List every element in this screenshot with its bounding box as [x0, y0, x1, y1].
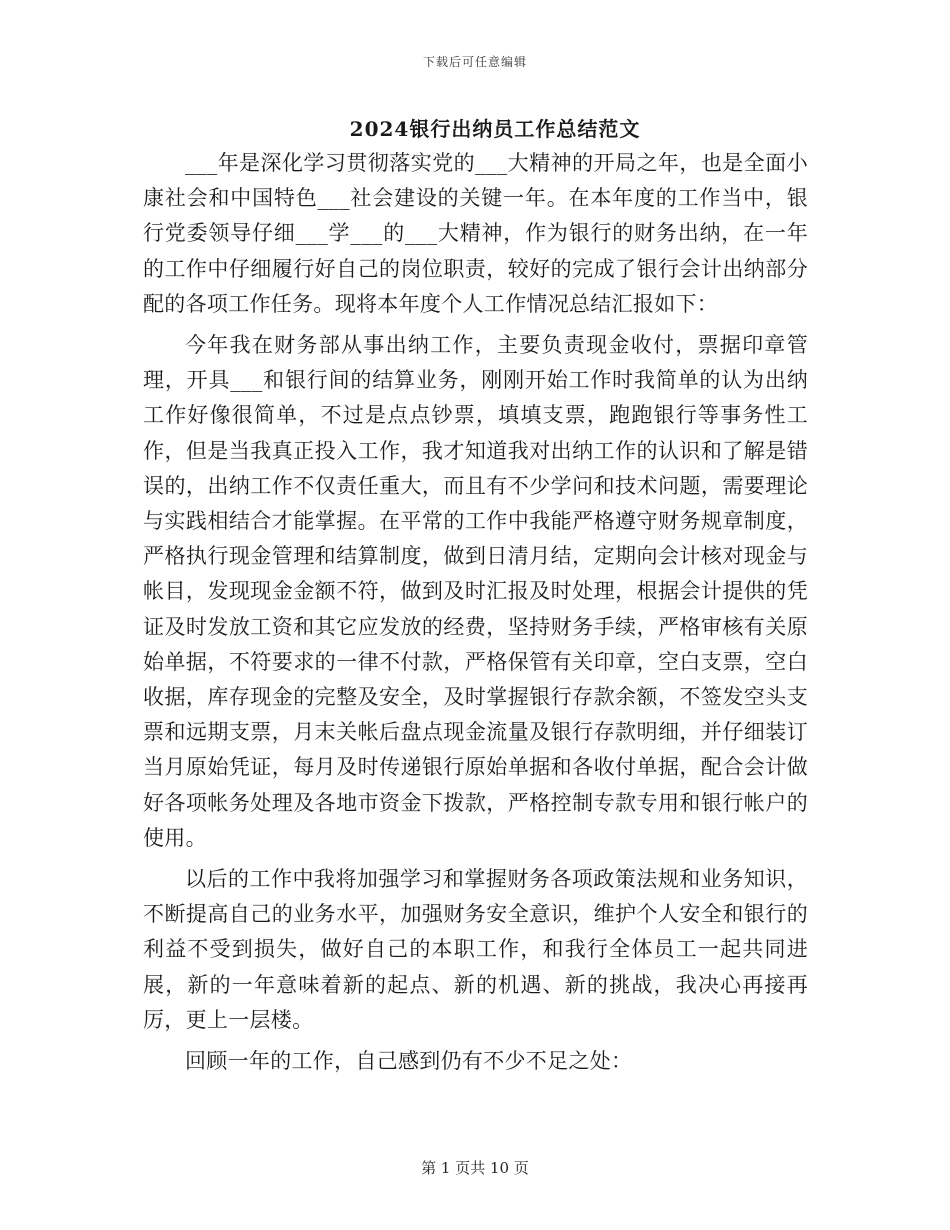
paragraph: 今年我在财务部从事出纳工作，主要负责现金收付，票据印章管理，开具___和银行间的结算业务，刚刚开始工作时我简单的认为出纳工作好像很简单，不过是点点钞票，填填支票，跑跑银行等事务性工作，但是当我真正投入工作，我才知道我对出纳工作的认识和了解是错误的，出纳工作不仅责任重大，而且有不少学问和技术问题，需要理论与实践相结合才能掌握。在平常的工作中我能严格遵守财务规章制度，严格执行现金管理和结算制度，做到日清月结，定期向会计核对现金与帐目，发现现金金额不符，做到及时汇报及时处理，根据会计提供的凭证及时发放工资和其它应发放的经费，坚持财务手续，严格审核有关原始单据，不符要求的一律不付款，严格保管有关印章，空白支票，空白收据，库存现金的完整及安全，及时掌握银行存款余额，不签发空头支票和远期支票，月末关帐后盘点现金流量及银行存款明细，并仔细装订当月原始凭证，每月及时传递银行原始单据和各收付单据，配合会计做好各项帐务处理及各地市资金下拨款，严格控制专款专用和银行帐户的使用。 — [143, 333, 808, 850]
header-note: 下载后可任意编辑 — [422, 55, 527, 69]
document-title: 2024银行出纳员工作总结范文 — [349, 117, 641, 141]
paragraph: ___年是深化学习贯彻落实党的___大精神的开局之年，也是全面小康社会和中国特色___社会建设的关键一年。在本年度的工作当中，银行党委领导仔细___学___的___大精神，作为银行的财务出纳，在一年的工作中仔细履行好自己的岗位职责，较好的完成了银行会计出纳部分配的各项工作任务。现将本年度个人工作情况总结汇报如下： — [143, 151, 808, 316]
paragraph: 以后的工作中我将加强学习和掌握财务各项政策法规和业务知识，不断提高自己的业务水平，加强财务安全意识，维护个人安全和银行的利益不受到损失，做好自己的本职工作，和我行全体员工一起共同进展，新的一年意味着新的起点、新的机遇、新的挑战，我决心再接再厉，更上一层楼。 — [143, 867, 808, 1032]
document-body — [143, 146, 808, 1079]
page-number-footer: 第 1 页共 10 页 — [421, 1159, 529, 1177]
paragraph: 回顾一年的工作，自己感到仍有不少不足之处： — [185, 1049, 633, 1074]
